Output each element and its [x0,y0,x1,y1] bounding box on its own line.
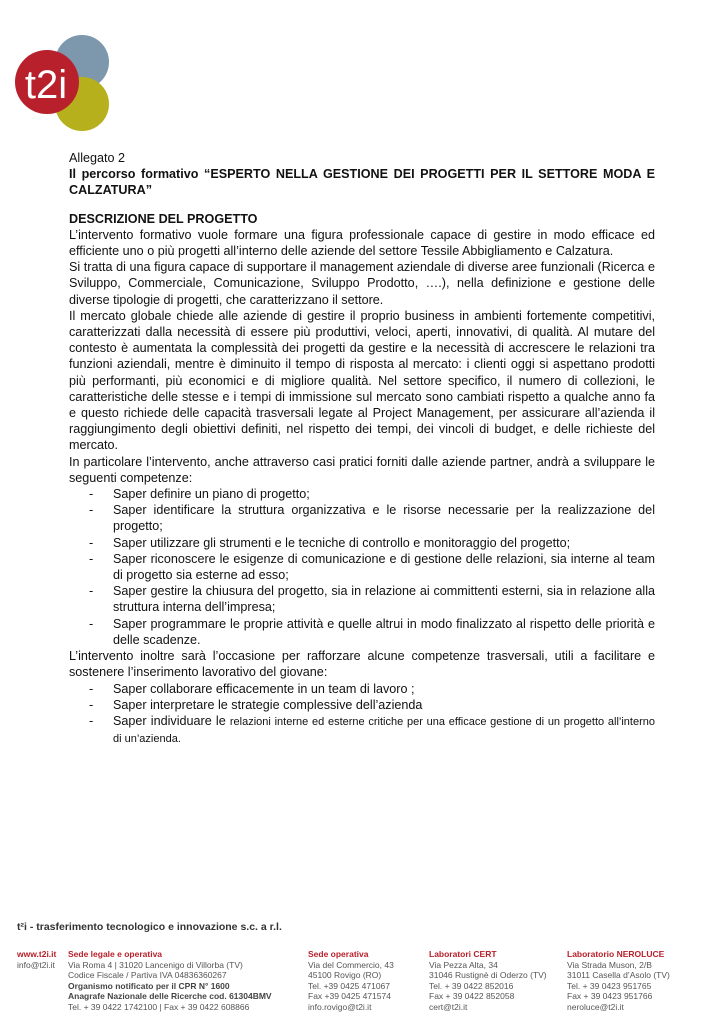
footer-col-neroluce [567,949,670,1012]
footer-line: Via Strada Muson, 2/B [567,959,652,970]
footer-line: 31046 Rustignè di Oderzo (TV) [429,970,547,980]
footer-line: Codice Fiscale / Partiva IVA 04836360267 [68,970,227,980]
footer-line: 45100 Rovigo (RO) [308,970,382,980]
list-item: - Saper utilizzare gli strumenti e le tecniche di controllo e monitoraggio del progetto; [89,535,571,550]
t2i-logo [14,34,114,134]
footer-col-cert [429,949,547,1012]
footer-line: Tel. + 39 0423 951765 [567,980,652,991]
footer [17,921,707,1012]
list-item: - Saper individuare le relazioni interne ed esterne critiche per una efficace gestione di un progetto all’interno di un’azienda. [89,713,655,746]
list-item: - Saper riconoscere le esigenze di comunicazione e di gestione delle relazioni, sia interne al team di progetto sia esterne ad esso; [89,551,655,583]
footer-line: Via del Commercio, 43 [308,959,394,970]
footer-col-title: Sede operativa [308,949,369,959]
list-item: - Saper gestire la chiusura del progetto, sia in relazione ai committenti esterni, sia in relazione alla struttura interna dell’impresa; [89,584,655,615]
paragraph-intro: L’intervento formativo vuole formare una figura professionale capace di gestire in modo efficace ed efficiente uno o più progetti all’interno delle aziende del settore Tessile Abbigliamento e Calzatura. [69,227,655,259]
footer-col-title: Laboratorio NEROLUCE [567,949,665,959]
list-item: - Saper definire un piano di progetto; [89,487,310,502]
course-title: Il percorso formativo “ESPERTO NELLA GESTIONE DEI PROGETTI PER IL SETTORE MODA E CALZATURA” [69,167,655,198]
footer-col-rovigo [308,949,394,1012]
footer-line: Via Pezza Alta, 34 [429,959,498,970]
footer-line[interactable]: info.rovigo@t2i.it [308,1001,372,1012]
list-item: - Saper collaborare efficacemente in un team di lavoro ; [89,681,415,696]
footer-line: Fax +39 0425 471574 [308,991,391,1001]
paragraph-market: Il mercato globale chiede alle aziende di gestire il proprio business in ambienti fortemente competitivi, caratterizzati dalla necessità di essere più produttivi, veloci, aperti, innovativi, di qualità. Al mutare del contesto è aumentata la complessità dei progetti da gestire e la necessità di accrescere le relazioni tra funzioni aziendali, mentre è diminuito il tempo di risposta al mercato: i clienti oggi si aspettano prodotti più performanti, più economici e di migliore qualità. Nel settore specifico, il numero di collezioni, le caratteristiche delle stesse e i tempi di immissione sul mercato sono cambiati rispetto a qualche anno fa e questo richiede delle capacità trasversali legate al Project Management, per assicurare all’azienda il raggiungimento degli obiettivi definiti, nel rispetto dei tempi, dei vincoli di budget, e delle richieste del mercato. [69,308,655,453]
transversal-list [69,681,655,748]
list-item: - Saper interpretare le strategie complessive dell’azienda [89,697,423,712]
footer-contacts [17,949,56,970]
paragraph-figure: Si tratta di una figura capace di supportare il management aziendale di diverse aree funzionali (Ricerca e Sviluppo, Commerciale, Comunicazione, Sviluppo Prodotto, ….), nella definizione e gestione delle diverse tipologie di progetti, che caratterizzano il settore. [69,260,655,307]
footer-email[interactable]: info@t2i.it [17,959,55,970]
footer-line: Anagrafe Nazionale delle Ricerche cod. 61304BMV [68,991,272,1001]
footer-col-title: Sede legale e operativa [68,949,163,959]
document-body [69,150,655,747]
footer-line: Organismo notificato per il CPR N° 1600 [68,980,230,991]
footer-line: 31011 Casella d’Asolo (TV) [567,970,670,980]
footer-col-title: Laboratori CERT [429,949,497,959]
footer-line[interactable]: neroluce@t2i.it [567,1001,624,1012]
footer-line[interactable]: cert@t2i.it [429,1001,468,1012]
section-heading: DESCRIZIONE DEL PROGETTO [69,211,258,226]
paragraph-transversal: L’intervento inoltre sarà l’occasione per rafforzare alcune competenze trasversali, utili a facilitare e sostenere l’inserimento lavorativo del giovane: [69,649,655,680]
footer-line: Tel. + 39 0422 852016 [429,980,514,991]
footer-line: Fax + 39 0422 852058 [429,991,515,1001]
footer-company: t²i - trasferimento tecnologico e innovazione s.c. a r.l. [17,921,282,933]
list-item: - Saper programmare le proprie attività e quelle altrui in modo finalizzato al rispetto delle priorità e delle scadenze. [89,616,655,647]
footer-line: Fax + 39 0423 951766 [567,991,653,1001]
footer-line: Tel. + 39 0422 1742100 | Fax + 39 0422 608866 [68,1001,250,1012]
footer-line: Via Roma 4 | 31020 Lancenigo di Villorba (TV) [68,959,243,970]
competence-list [69,486,655,648]
paragraph-competences: In particolare l’intervento, anche attraverso casi pratici forniti dalle aziende partner, andrà a sviluppare le seguenti competenze: [69,454,655,485]
list-item: - Saper identificare la struttura organizzativa e le risorse necessarie per la realizzazione del progetto; [89,503,655,534]
logo-text: t2i [24,63,68,107]
footer-line: Tel. +39 0425 471067 [308,980,391,991]
footer-col-legal [68,949,272,1012]
footer-website[interactable]: www.t2i.it [17,949,57,959]
attachment-label: Allegato 2 [69,151,126,165]
